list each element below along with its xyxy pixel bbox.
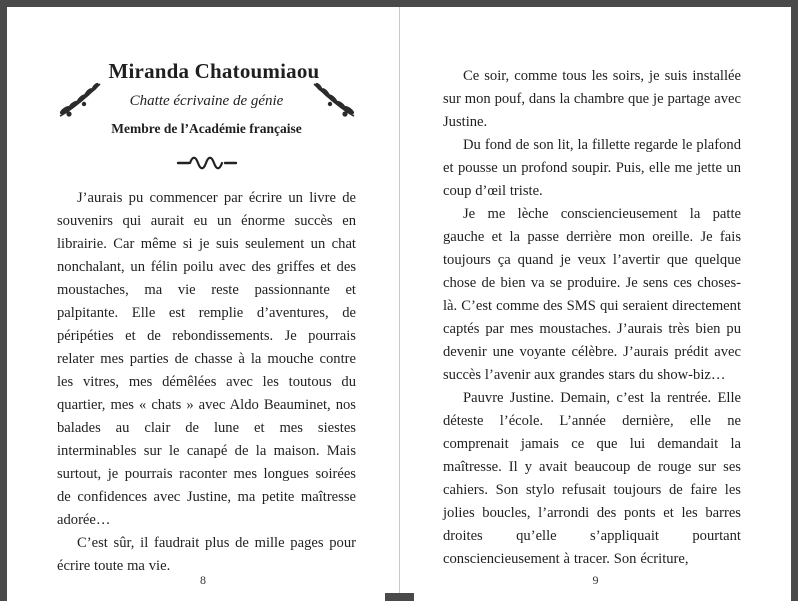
olive-branch-right-icon — [311, 77, 357, 119]
paragraph: Ce soir, comme tous les soirs, je suis installée sur mon pouf, dans la chambre que je partage avec Justine. — [443, 68, 741, 130]
vine-divider-icon — [57, 156, 356, 170]
right-page-body — [443, 65, 741, 571]
chapter-title-row — [57, 59, 356, 137]
paragraph: Pauvre Justine. Demain, c’est la rentrée. Elle déteste l’école. L’année dernière, elle ne comprenait jamais ce que lui demandait la maîtresse. Il y avait beaucoup de rouge sur ses cahiers. Son stylo refusait toujours de faire les jolies boucles, l’arrondi des ponts et les barres droites qu’elle s’appliquait pourtant consciencieusement à tracer. Son écriture, — [443, 390, 741, 567]
paragraph: Du fond de son lit, la fillette regarde le plafond et pousse un profond soupir. Puis, elle me jette un coup d’œil triste. — [443, 137, 741, 199]
paragraph: J’aurais pu commencer par écrire un livre de souvenirs qui aurait eu un énorme succès en librairie. Car même si je suis seulement un chat nonchalant, un félin poilu avec des griffes et des moustaches, ma vie reste passionnante et palpitante. Elle est remplie d’aventures, de péripéties et de rebondissements. Je pourrais relater mes parties de chasse à la mouche contre les vitres, mes démêlées avec les toutous du quartier, mes « chats » avec Aldo Beauminet, nos balades au clair de lune et mes siestes interminables sur le canapé de la maison. Mais surtout, je pourrais raconter mes longues soirées de confidences avec Justine, ma petite maîtresse adorée… — [57, 190, 356, 528]
bottom-center-tab — [385, 593, 414, 601]
page-title: Miranda Chatoumiaou — [108, 59, 320, 83]
right-page — [400, 7, 791, 601]
chapter-affiliation: Membre de l’Académie française — [111, 121, 302, 136]
chapter-subtitle: Chatte écrivaine de génie — [129, 93, 284, 109]
paragraph: C’est sûr, il faudrait plus de mille pages pour écrire toute ma vie. — [57, 535, 356, 574]
chapter-heading-text — [108, 59, 320, 137]
page-number-left: 8 — [200, 573, 206, 587]
olive-branch-left-icon — [57, 77, 103, 119]
paragraph: Je me lèche consciencieusement la patte gauche et la passe derrière mon oreille. Je fais toujours ça quand je veux l’avertir que quelque chose de bien va se produire. Je sens ces choses-là. C’est comme des SMS qui seraient directement captés par mes moustaches. J’aurais très bien pu devenir une voyante célèbre. J’aurais prédit avec succès l’avenir aux grandes stars du show-biz… — [443, 206, 741, 383]
chapter-header — [57, 59, 356, 170]
left-page-body — [57, 187, 356, 578]
page-number-right: 9 — [592, 573, 599, 587]
left-page — [7, 7, 399, 601]
